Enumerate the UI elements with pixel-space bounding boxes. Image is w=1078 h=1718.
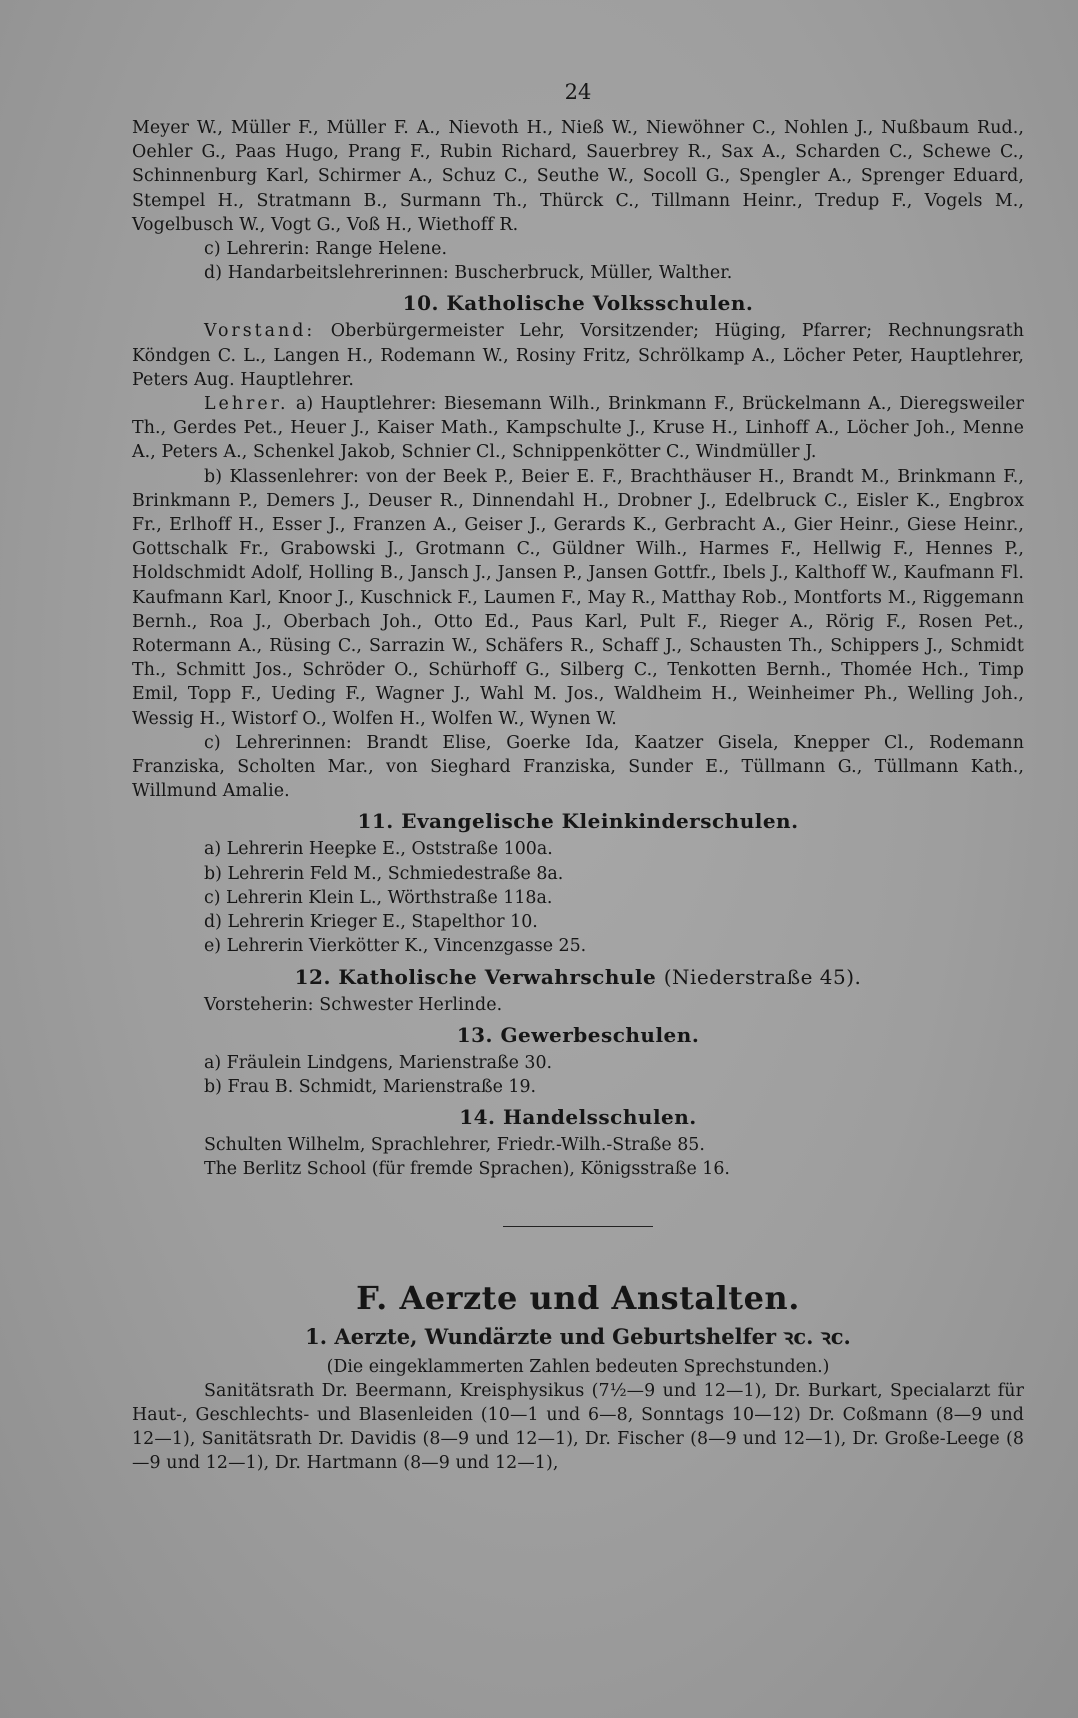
page-number: 24 [564,80,592,104]
vorstand-label: Vorstand: [204,321,316,342]
section-12-title: 12. Katholische Verwahrschule [294,964,657,989]
handarbeit-entry: d) Handarbeitslehrerinnen: Buscherbruck, Müller, Walther. [204,263,733,284]
sprechstunden-note: (Die eingeklammerten Zahlen bedeuten Sprechstunden.) [326,1356,830,1377]
vorstand-text: Oberbürgermeister Lehr, Vorsitzender; Hüging, Pfarrer; Rechnungsrath Köndgen C. L., Langen H., Rodemann W., Rosiny Fritz, Schrölkamp A., Löcher Peter, Hauptlehrer, Peters Aug. Hauptlehrer. [132,321,1024,390]
handelsschulen-list [132,1133,1024,1181]
aerzte-paragraph: Sanitätsrath Dr. Beermann, Kreisphysikus (7½—9 und 12—1), Dr. Burkart, Specialarzt für Haut-, Geschlechts- und Blasenleiden (10—1 und 6—8, Sonntags 10—12) Dr. Coßmann (8—9 und 12—1), Sanitätsrath Dr. Davidis (8—9 und 12—1), Dr. Fischer (8—9 und 12—1), Dr. Große-Leege (8—9 und 12—1), Dr. Hartmann (8—9 und 12—1), [132,1380,1024,1474]
klassenlehrer-paragraph: b) Klassenlehrer: von der Beek P., Beier E. F., Brachthäuser H., Brandt M., Brinkmann F., Brinkmann P., Demers J., Deuser R., Dinnendahl H., Drobner J., Edelbruck C., Eisler K., Engbrox Fr., Erlhoff H., Esser J., Franzen A., Geiser J., Gerards K., Gerbracht A., Gier Heinr., Giese Heinr., Gottschalk Fr., Grabowski J., Grotmann C., Güldner Wilh., Harmes F., Hellwig F., Hennes P., Holdschmidt Adolf, Holling B., Jansch J., Jansen P., Jansen Gottfr., Ibels J., Kalthoff W., Kaufmann Fl. Kaufmann Karl, Knoor J., Kuschnick F., Laumen F., May R., Matthay Rob., Montforts M., Riggemann Bernh., Roa J., Oberbach Joh., Otto Ed., Paus Karl, Pult F., Rieger A., Rörig F., Rosen Pet., Rotermann A., Rüsing C., Sarrazin W., Schäfers R., Schaff J., Schausten Th., Schippers J., Schmidt Th., Schmitt Jos., Schröder O., Schürhoff G., Silberg C., Tenkotten Bernh., Thomée Hch., Timp Emil, Topp F., Ueding F., Wagner J., Wahl M. Jos., Waldheim H., Weinheimer Ph., Welling Joh., Wessig H., Wistorf O., Wolfen H., Wolfen W., Wynen W. [132,466,1024,729]
list-item: Schulten Wilhelm, Sprachlehrer, Friedr.-Wilh.-Straße 85. [204,1135,705,1156]
lehrerinnen-paragraph: c) Lehrerinnen: Brandt Elise, Goerke Ida, Kaatzer Gisela, Knepper Cl., Rodemann Franziska, Scholten Mar., von Sieghard Franziska, Sunder E., Tüllmann G., Tüllmann Kath., Willmund Amalie. [132,732,1024,802]
list-item: a) Fräulein Lindgens, Marienstraße 30. [204,1052,553,1073]
list-item: b) Lehrerin Feld M., Schmiedestraße 8a. [204,863,564,884]
section-f-title: F. Aerzte und Anstalten. [356,1278,800,1317]
vorstand-paragraph [132,319,1024,392]
teacher-list-continued: Meyer W., Müller F., Müller F. A., Nievoth H., Nieß W., Niewöhner C., Nohlen J., Nußbaum Rud., Oehler G., Paas Hugo, Prang F., Rubin Richard, Sauerbrey R., Sax A., Scharden C., Schewe C., Schinnenburg Karl, Schirmer A., Schuz C., Seuthe W., Socoll G., Spengler A., Sprenger Eduard, Stempel H., Stratmann B., Surmann Th., Thürck C., Tillmann Heinr., Tredup F., Vogels M., Vogelbusch W., Vogt G., Voß H., Wiethoff R. [132,118,1024,235]
kleinkinderschulen-list [132,837,1024,958]
section-11-heading: 11. Evangelische Kleinkinderschulen. [357,809,799,834]
section-14-heading: 14. Handelsschulen. [459,1105,697,1130]
section-f-subheading: 1. Aerzte, Wundärzte und Geburtshelfer ꝛc. ꝛc. [305,1323,851,1349]
section-12-note: (Niederstraße 45). [663,964,862,989]
hauptlehrer-paragraph [132,392,1024,465]
hauptlehrer-text: a) Hauptlehrer: Biesemann Wilh., Brinkmann F., Brückelmann A., Dieregsweiler Th., Gerdes Pet., Heuer J., Kaiser Math., Kampschulte J., Kruse H., Linhoff A., Löcher Joh., Menne A., Peters A., Schenkel Jakob, Schnier Cl., Schnippenkötter C., Windmüller J. [132,394,1024,463]
list-item: a) Lehrerin Heepke E., Oststraße 100a. [204,839,553,860]
section-12-heading [132,965,1024,989]
list-item: c) Lehrerin Klein L., Wörthstraße 118a. [204,887,553,908]
lehrer-label: Lehrer. [204,394,289,415]
section-divider [503,1226,653,1227]
section-10-heading: 10. Katholische Volksschulen. [402,291,754,316]
lehrerin-entry: c) Lehrerin: Range Helene. [204,239,448,260]
vorsteherin-entry: Vorsteherin: Schwester Herlinde. [204,994,503,1015]
list-item: d) Lehrerin Krieger E., Stapelthor 10. [204,912,538,933]
section-13-heading: 13. Gewerbeschulen. [456,1022,700,1047]
list-item: The Berlitz School (für fremde Sprachen), Königsstraße 16. [204,1159,730,1180]
list-item: b) Frau B. Schmidt, Marienstraße 19. [204,1076,537,1097]
list-item: e) Lehrerin Vierkötter K., Vincenzgasse 25. [204,936,587,957]
gewerbeschulen-list [132,1051,1024,1099]
